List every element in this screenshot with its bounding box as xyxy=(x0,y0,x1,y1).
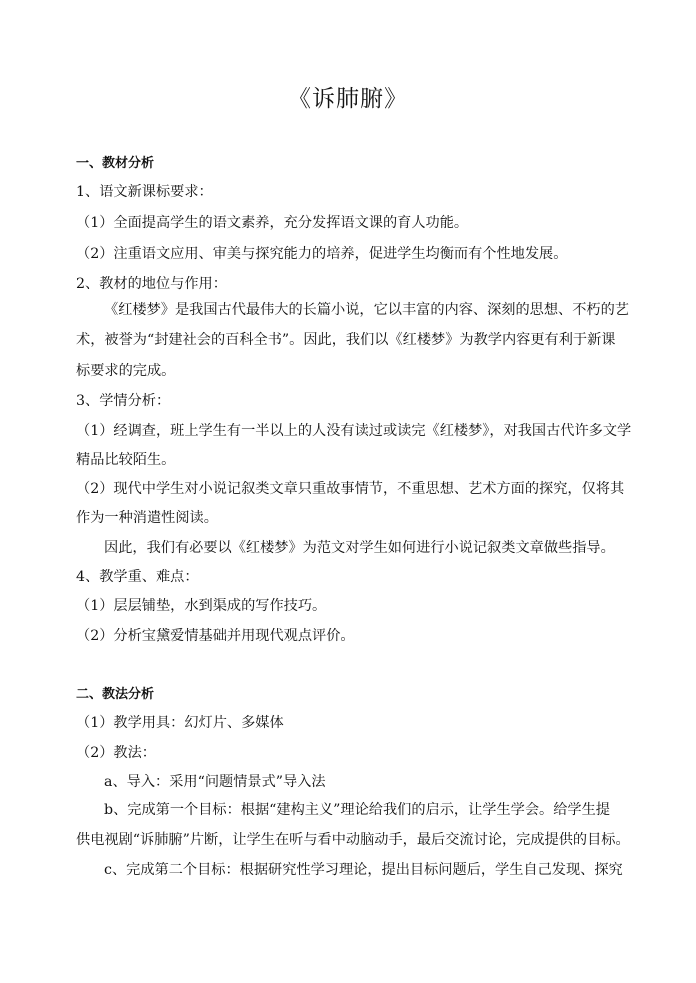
section-heading-textbook-analysis: 一、教材分析 xyxy=(76,156,155,171)
document-title: 《诉肺腑》 xyxy=(288,86,408,112)
list-item: （2）现代中学生对小说记叙类文章只重故事情节，不重思想、艺术方面的探究，仅将其 xyxy=(76,481,625,497)
list-item-continued: 作为一种消遣性阅读。 xyxy=(76,510,218,526)
list-item: （2）分析宝黛爱情基础并用现代观点评价。 xyxy=(76,628,355,644)
paragraph-line: 标要求的完成。 xyxy=(76,363,176,379)
list-item: （1）经调查，班上学生有一半以上的人没有读过或读完《红楼梦》，对我国古代许多文学 xyxy=(76,423,632,439)
paragraph-line: 《红楼梦》是我国古代最伟大的长篇小说，它以丰富的内容、深刻的思想、不朽的艺 xyxy=(104,302,629,318)
paragraph-line: 因此，我们有必要以《红楼梦》为范文对学生如何进行小说记叙类文章做些指导。 xyxy=(104,540,615,556)
subheading-curriculum-requirements: 1、语文新课标要求： xyxy=(76,184,213,200)
paragraph-line: 术，被誉为“封建社会的百科全书”。因此，我们以《红楼梦》为教学内容更有利于新课 xyxy=(76,332,616,348)
section-heading-teaching-methods: 二、教法分析 xyxy=(76,687,155,702)
list-item: （1）教学用具：幻灯片、多媒体 xyxy=(76,715,284,731)
sub-list-item: b、完成第一个目标：根据“建构主义”理论给我们的启示，让学生学会。给学生提 xyxy=(104,802,610,818)
sub-list-item: a、导入：采用“问题情景式”导入法 xyxy=(104,774,326,790)
list-item: （2）注重语文应用、审美与探究能力的培养，促进学生均衡而有个性地发展。 xyxy=(76,246,568,262)
subheading-key-points: 4、教学重、难点： xyxy=(76,569,199,585)
list-item: （1）全面提高学生的语文素养，充分发挥语文课的育人功能。 xyxy=(76,215,469,231)
sub-list-item: c、完成第二个目标：根据研究性学习理论，提出目标问题后，学生自己发现、探究 xyxy=(104,862,623,878)
subheading-textbook-role: 2、教材的地位与作用： xyxy=(76,276,227,292)
list-item-continued: 精品比较陌生。 xyxy=(76,452,176,468)
list-item: （2）教法： xyxy=(76,745,156,761)
list-item: （1）层层铺垫，水到渠成的写作技巧。 xyxy=(76,598,327,614)
subheading-student-analysis: 3、学情分析： xyxy=(76,393,171,409)
paragraph-line: 供电视剧“诉肺腑”片断，让学生在听与看中动脑动手，最后交流讨论，完成提供的目标。 xyxy=(76,832,630,848)
